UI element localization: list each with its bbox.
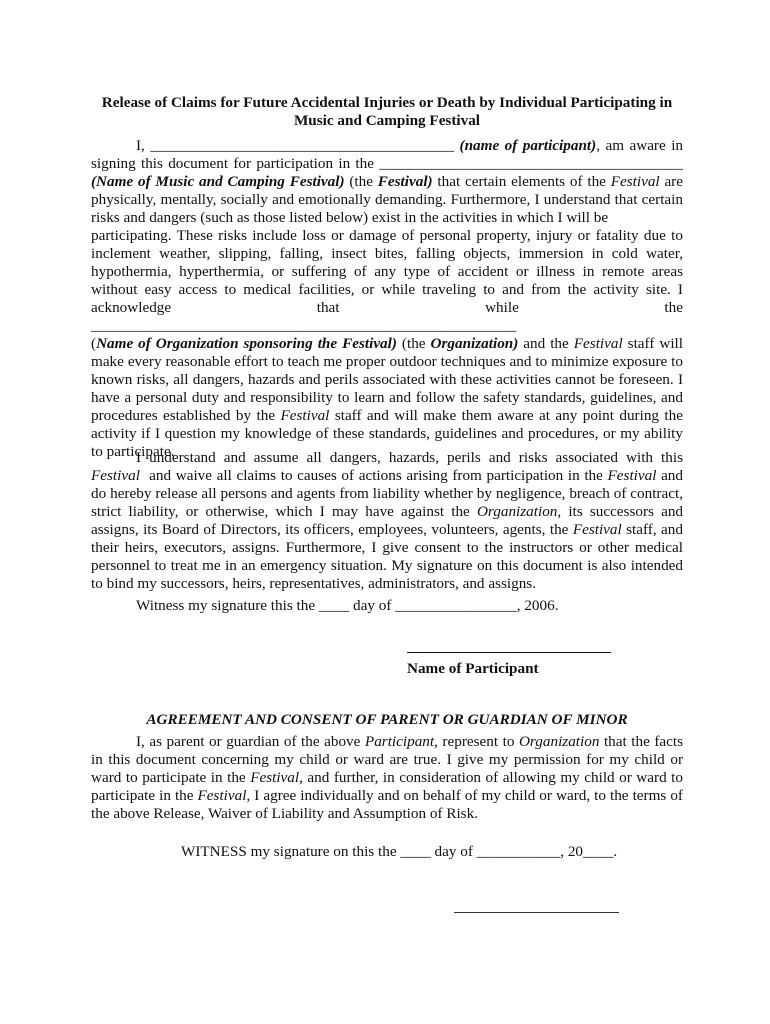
text-line: (Name of Organization sponsoring the Festival) (the Organization) and the Festival staff will xyxy=(91,335,683,352)
text-line: make every reasonable effort to teach me proper outdoor techniques and to minimize exposure to xyxy=(91,353,683,370)
document-title xyxy=(91,94,683,130)
text-line: assigns, its Board of Directors, its officers, employees, volunteers, agents, the Festival staff, and xyxy=(91,521,683,538)
text-line: I, as parent or guardian of the above Participant, represent to Organization that the facts xyxy=(136,733,683,750)
text-line: to participate. xyxy=(91,443,175,460)
text-line: Festival and waive all claims to causes of actions arising from participation in the Festival and xyxy=(91,467,683,484)
text-line: hypothermia, hyperthermia, or suffering of any type of accident or illness in remote areas xyxy=(91,263,683,280)
text-line: the above Release, Waiver of Liability and Assumption of Risk. xyxy=(91,805,478,822)
waiver-paragraph xyxy=(91,449,683,593)
text-line: known risks, all dangers, hazards and perils associated with these activities cannot be foreseen. I xyxy=(91,371,683,388)
release-paragraph xyxy=(91,137,683,461)
text-line: ward to participate in the Festival, and further, in consideration of allowing my child or ward to xyxy=(91,769,683,786)
witness-line-participant: Witness my signature this the ____ day of ________________, 2006. xyxy=(136,597,559,614)
text-line: participating. These risks include loss or damage of personal property, injury or fatality due to xyxy=(91,227,683,244)
text-line: participate in the Festival, I agree individually and on behalf of my child or ward, to the terms of xyxy=(91,787,683,804)
text-line: strict liability, or otherwise, which I may have against the Organization, its successors and xyxy=(91,503,684,520)
text-line: signing this document for participation in the ________________________________________ xyxy=(91,155,683,172)
guardian-section-title: AGREEMENT AND CONSENT OF PARENT OR GUARDIAN OF MINOR xyxy=(146,711,628,728)
text-line: I understand and assume all dangers, hazards, perils and risks associated with this xyxy=(136,449,683,466)
witness-line-guardian: WITNESS my signature on this the ____ day of ___________, 20____. xyxy=(181,843,618,860)
text-line: activity if I question my knowledge of these standards, guidelines and procedures, or my ability xyxy=(91,425,683,442)
text-line: in this document concerning my child or ward are true. I give my permission for my child or xyxy=(91,751,683,768)
text-line: do hereby release all persons and agents from liability whether by negligence, breach of contract, xyxy=(91,485,683,502)
text-line: risks and dangers (such as those listed below) exist in the activities in which I will be xyxy=(91,209,609,226)
text-line: personnel to treat me in an emergency situation. My signature on this document is also intended xyxy=(91,557,683,574)
text-line: acknowledge that while the ________________________________________________________ xyxy=(91,299,683,334)
title-line-1: Release of Claims for Future Accidental Injuries or Death by Individual Participating in xyxy=(101,94,673,111)
text-line: (Name of Music and Camping Festival) (the Festival) that certain elements of the Festival are xyxy=(91,173,683,190)
text-line: physically, mentally, socially and emotionally demanding. Furthermore, I understand that certain xyxy=(91,191,683,208)
guardian-paragraph xyxy=(91,733,683,823)
participant-signature-line xyxy=(407,652,611,653)
text-line: have a personal duty and responsibility to learn and follow the safety standards, guidelines, and xyxy=(91,389,683,406)
text-line: to bind my successors, heirs, representatives, administrators, and assigns. xyxy=(91,575,536,592)
text-line: I, ________________________________________ (name of participant), am aware in xyxy=(136,137,684,154)
text-line: procedures established by the Festival staff and will make them aware at any point during the xyxy=(91,407,683,424)
participant-signature-label: Name of Participant xyxy=(407,660,539,677)
text-line: inclement weather, slipping, falling, insect bites, falling objects, immersion in cold water, xyxy=(91,245,683,262)
text-line: without easy access to medical facilities, or while traveling to and from the activity site. I xyxy=(91,281,683,298)
text-line: their heirs, executors, assigns. Furthermore, I give consent to the instructors or other medical xyxy=(91,539,683,556)
guardian-signature-line xyxy=(454,912,619,913)
title-line-2: Music and Camping Festival xyxy=(293,112,481,129)
